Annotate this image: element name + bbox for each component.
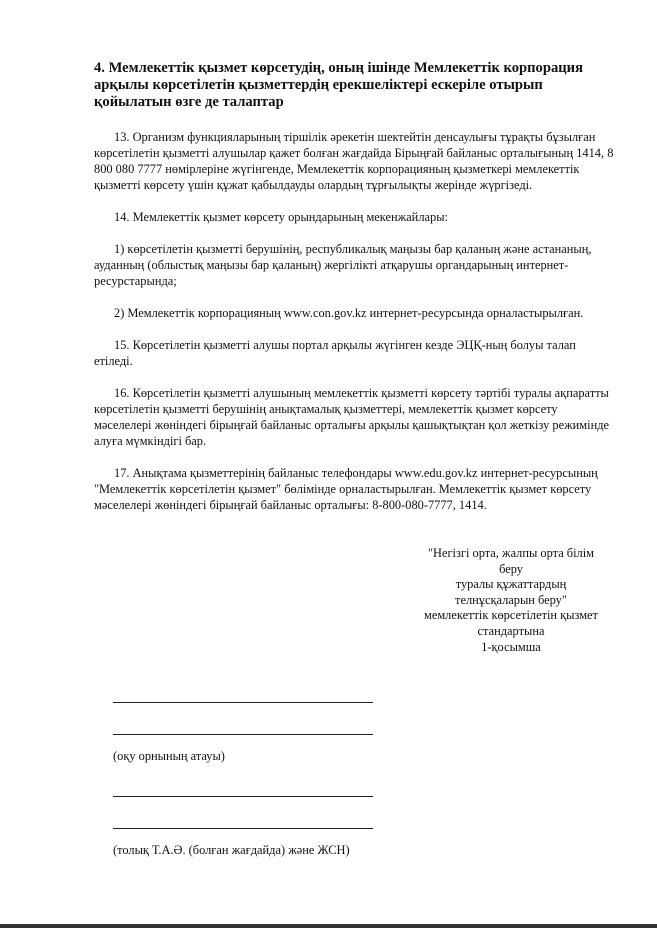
paragraph-15: 15. Көрсетілетін қызметті алушы портал арқылы жүгінген кезде ЭЦҚ-ның болуы талап етіледі. — [94, 338, 576, 368]
person-line-1 — [113, 782, 373, 797]
paragraph-14: 14. Мемлекеттік қызмет көрсету орындарының мекенжайлары: — [114, 210, 448, 224]
appendix-note — [410, 546, 612, 655]
institution-caption: (оқу орнының атауы) — [113, 749, 225, 763]
document-page — [94, 60, 614, 529]
appendix-line: телнұсқаларын беру" — [455, 592, 567, 607]
paragraph-16: 16. Көрсетілетін қызметті алушының мемлекеттік қызметті көрсету тәртібі туралы ақпаратты көрсетілетін қызметті берушінің анықтамалық қызметтері, мемлекеттік қызмет көрсету мәселелері жөніндегі бірыңғай байланыс орталығы арқылы қашықтықтан қол жеткізу режимінде алуға мүмкіндігі бар. — [94, 386, 610, 448]
paragraph-17: 17. Анықтама қызметтерінің байланыс телефондары www.edu.gov.kz интернет-ресурсының "Мемлекеттік көрсетілетін қызмет" бөлімінде орналастырылған. Мемлекеттік қызмет көрсету мәселелері жөніндегі бірыңғай байланыс орталығы: 8-800-080-7777, 1414. — [94, 466, 598, 512]
institution-line-1 — [113, 688, 373, 703]
appendix-line: 1-қосымша — [481, 639, 541, 654]
appendix-line: мемлекеттік көрсетілетін қызмет — [424, 608, 598, 623]
institution-line-2 — [113, 720, 373, 735]
form-fields — [113, 688, 383, 876]
paragraph-14-item-1: 1) көрсетілетін қызметті берушінің, республикалық маңызы бар қаланың және астананың, ауданның (облыстық маңызы бар қаланың) жергілікті атқарушы органдарының интернет-ресурстарында; — [94, 242, 592, 288]
paragraph-13: 13. Организм функцияларының тіршілік әрекетін шектейтін денсаулығы тұрақты бұзылған көрсетілетін қызметті алушылар қажет болған жағдайда Бірыңғай байланыс орталығының 1414, 8 800 080 7777 нөмірлеріне жүгінгенде, Мемлекеттік корпорацияның қызметкері мемлекеттік қызметті көрсету үшін құжат қабылдауды олардың тұрғылықты жерінде жүргізеді. — [94, 130, 614, 192]
section-heading: 4. Мемлекеттік қызмет көрсетудің, оның ішінде Мемлекеттік корпорация арқылы көрсетілетін қызметтердің ерекшеліктері ескеріле отырып қойылатын өзге де талаптар — [94, 60, 583, 110]
person-caption: (толық Т.А.Ә. (болған жағдайда) және ЖСН) — [113, 843, 350, 857]
appendix-line: "Негізгі орта, жалпы орта білім — [427, 546, 595, 560]
appendix-line: беру — [499, 561, 523, 576]
bottom-bar — [0, 924, 657, 928]
appendix-line: туралы құжаттардың — [455, 577, 567, 592]
paragraph-14-item-2: 2) Мемлекеттік корпорацияның www.con.gov.kz интернет-ресурсында орналастырылған. — [114, 306, 584, 320]
appendix-line: стандартына — [477, 623, 545, 638]
person-line-2 — [113, 814, 373, 829]
